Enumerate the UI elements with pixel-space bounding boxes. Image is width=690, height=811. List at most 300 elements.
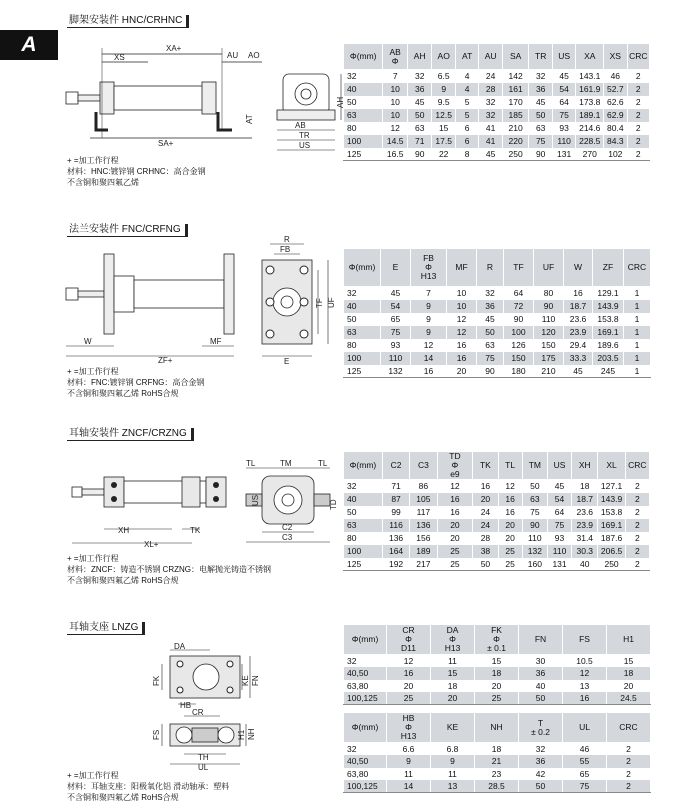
table-cell: 23.9 bbox=[564, 326, 593, 339]
table-cell: 2 bbox=[627, 148, 649, 161]
table-cell: 20 bbox=[473, 493, 498, 506]
table-cell: 32 bbox=[477, 287, 504, 300]
section-1-title: 脚架安装件 HNC/CRHNC bbox=[67, 15, 186, 28]
table-cell: 28.5 bbox=[475, 780, 519, 793]
table-cell: 25 bbox=[437, 558, 473, 571]
table-cell: 16 bbox=[437, 493, 473, 506]
table-cell: 132 bbox=[381, 365, 411, 378]
dim-h1: H1 bbox=[237, 729, 246, 740]
header-text: H13 bbox=[420, 271, 437, 281]
table-cell: 187.6 bbox=[598, 532, 625, 545]
hnc-spec-table bbox=[343, 43, 650, 161]
table-cell: 143.9 bbox=[598, 493, 625, 506]
dim-fn: FN bbox=[251, 675, 260, 686]
bore-size-cell: 50 bbox=[344, 313, 381, 326]
table-cell: 250 bbox=[598, 558, 625, 571]
column-header bbox=[502, 44, 529, 70]
column-header bbox=[519, 625, 563, 655]
table-cell: 18 bbox=[572, 480, 598, 493]
header-text: Φ(mm) bbox=[349, 51, 377, 61]
table-cell: 86 bbox=[410, 480, 437, 493]
header-text: AH bbox=[413, 51, 426, 61]
table-cell: 2 bbox=[625, 558, 649, 571]
header-text: MF bbox=[455, 262, 468, 272]
table-cell: 93 bbox=[552, 122, 575, 135]
column-header bbox=[473, 452, 498, 480]
bore-size-cell: 100 bbox=[344, 135, 383, 148]
table-cell: 116 bbox=[382, 519, 409, 532]
table-cell: 173.8 bbox=[576, 96, 604, 109]
table-cell: 28 bbox=[479, 83, 502, 96]
dim-au: AU bbox=[227, 51, 239, 60]
table-cell: 90 bbox=[534, 300, 564, 313]
table-cell: 16 bbox=[498, 506, 522, 519]
table-row bbox=[344, 780, 651, 793]
dim-da: DA bbox=[174, 642, 186, 651]
header-text: UL bbox=[579, 722, 590, 732]
table-row bbox=[344, 135, 650, 148]
table-cell: 75 bbox=[522, 506, 547, 519]
section-2-header bbox=[67, 224, 188, 237]
column-header bbox=[547, 452, 571, 480]
table-cell: 20 bbox=[437, 519, 473, 532]
bore-size-cell: 100 bbox=[344, 352, 381, 365]
column-header bbox=[624, 249, 651, 287]
table-cell: 210 bbox=[502, 122, 529, 135]
table-cell: 136 bbox=[382, 532, 409, 545]
table-cell: 2 bbox=[627, 83, 649, 96]
dim-ab: AB bbox=[295, 121, 306, 130]
bore-size-cell: 63 bbox=[344, 519, 383, 532]
column-header bbox=[447, 249, 477, 287]
note-line: 不含铜和聚四氟乙烯 RoHS合规 bbox=[67, 576, 179, 585]
header-text: Φ bbox=[391, 55, 399, 66]
table-cell: 25 bbox=[498, 558, 522, 571]
note-line: 不含铜和聚四氟乙烯 RoHS合规 bbox=[67, 793, 179, 802]
column-header bbox=[344, 452, 383, 480]
table-cell: 24.5 bbox=[607, 692, 651, 705]
column-header bbox=[625, 452, 649, 480]
table-cell: 72 bbox=[504, 300, 534, 313]
bore-size-cell: 63 bbox=[344, 109, 383, 122]
table-cell: 10 bbox=[447, 300, 477, 313]
header-text: AO bbox=[437, 51, 450, 61]
table-cell: 2 bbox=[627, 70, 649, 83]
dim-fb: FB bbox=[280, 245, 291, 254]
dim-us: US bbox=[251, 494, 260, 506]
column-header bbox=[563, 713, 607, 743]
column-header bbox=[627, 44, 649, 70]
table-cell: 7 bbox=[383, 70, 408, 83]
table-cell: 2 bbox=[607, 780, 651, 793]
table-cell: 10 bbox=[383, 109, 408, 122]
header-text: Φ(mm) bbox=[351, 722, 379, 732]
column-header bbox=[344, 249, 381, 287]
table-cell: 16 bbox=[387, 667, 431, 680]
table-cell: 75 bbox=[477, 352, 504, 365]
header-text: XH bbox=[578, 460, 591, 470]
table-cell: 16 bbox=[437, 506, 473, 519]
table-cell: 75 bbox=[552, 109, 575, 122]
table-cell: 6 bbox=[455, 135, 478, 148]
table-cell: 2 bbox=[627, 122, 649, 135]
table-row bbox=[344, 352, 651, 365]
bore-size-cell: 32 bbox=[344, 70, 383, 83]
table-cell: 129.1 bbox=[593, 287, 624, 300]
table-cell: 175 bbox=[534, 352, 564, 365]
table-cell: 12 bbox=[437, 480, 473, 493]
table-cell: 36 bbox=[519, 667, 563, 680]
table-cell: 41 bbox=[479, 135, 502, 148]
column-header bbox=[479, 44, 502, 70]
column-header bbox=[344, 625, 387, 655]
table-cell: 161 bbox=[502, 83, 529, 96]
table-cell: 10.5 bbox=[563, 655, 607, 668]
table-cell: 31.4 bbox=[572, 532, 598, 545]
dim-xl: XL+ bbox=[144, 540, 159, 549]
dim-at: AT bbox=[245, 114, 254, 124]
header-text: XA bbox=[584, 51, 596, 61]
table-cell: 217 bbox=[410, 558, 437, 571]
header-text: FB bbox=[423, 253, 434, 263]
table-cell: 9 bbox=[411, 326, 447, 339]
bore-size-cell: 32 bbox=[344, 480, 383, 493]
table-cell: 9 bbox=[411, 300, 447, 313]
table-cell: 1 bbox=[624, 326, 651, 339]
table-cell: 131 bbox=[552, 148, 575, 161]
table-cell: 2 bbox=[607, 755, 651, 768]
bore-size-cell: 32 bbox=[344, 287, 381, 300]
table-cell: 12 bbox=[498, 480, 522, 493]
table-row bbox=[344, 692, 651, 705]
table-cell: 45 bbox=[564, 365, 593, 378]
dim-tm: TM bbox=[280, 459, 292, 468]
bore-size-cell: 40 bbox=[344, 300, 381, 313]
table-cell: 1 bbox=[624, 313, 651, 326]
bore-size-cell: 63 bbox=[344, 326, 381, 339]
header-text: CRC bbox=[629, 51, 648, 61]
table-cell: 45 bbox=[552, 70, 575, 83]
table-cell: 20 bbox=[387, 680, 431, 693]
table-cell: 2 bbox=[625, 519, 649, 532]
table-cell: 10 bbox=[383, 96, 408, 109]
table-cell: 105 bbox=[410, 493, 437, 506]
bore-size-cell: 80 bbox=[344, 122, 383, 135]
column-header bbox=[522, 452, 547, 480]
table-cell: 20 bbox=[498, 532, 522, 545]
table-row bbox=[344, 480, 650, 493]
table-cell: 1 bbox=[624, 287, 651, 300]
table-cell: 25 bbox=[387, 692, 431, 705]
header-text: TF bbox=[513, 262, 524, 272]
header-text: H13 bbox=[400, 731, 417, 741]
header-text: R bbox=[486, 262, 494, 272]
table-cell: 164 bbox=[382, 545, 409, 558]
table-cell: 15 bbox=[432, 122, 455, 135]
table-cell: 64 bbox=[547, 506, 571, 519]
table-cell: 42 bbox=[519, 768, 563, 781]
dim-tr: TR bbox=[299, 131, 310, 140]
table-cell: 2 bbox=[607, 768, 651, 781]
dim-zf: ZF+ bbox=[158, 356, 173, 364]
table-cell: 46 bbox=[563, 743, 607, 756]
bore-size-cell: 100,125 bbox=[344, 780, 387, 793]
column-header bbox=[437, 452, 473, 480]
table-cell: 62.6 bbox=[604, 96, 627, 109]
dim-nh: NH bbox=[247, 728, 256, 740]
dim-fk: FK bbox=[152, 675, 161, 686]
table-cell: 15 bbox=[607, 655, 651, 668]
header-text: CRC bbox=[619, 722, 638, 732]
column-header bbox=[431, 713, 475, 743]
note-line: + =加工作行程 bbox=[67, 771, 119, 780]
fnc-spec-table bbox=[343, 248, 651, 378]
header-text: XS bbox=[609, 51, 621, 61]
table-cell: 65 bbox=[563, 768, 607, 781]
table-cell: 18.7 bbox=[572, 493, 598, 506]
table-cell: 2 bbox=[625, 480, 649, 493]
table-cell: 16 bbox=[447, 352, 477, 365]
table-cell: 189 bbox=[410, 545, 437, 558]
header-text: AU bbox=[484, 51, 497, 61]
table-row bbox=[344, 148, 650, 161]
table-cell: 127.1 bbox=[598, 480, 625, 493]
table-cell: 45 bbox=[479, 148, 502, 161]
table-cell: 16 bbox=[447, 339, 477, 352]
table-cell: 6.6 bbox=[387, 743, 431, 756]
table-row bbox=[344, 287, 651, 300]
table-cell: 210 bbox=[534, 365, 564, 378]
table-cell: 99 bbox=[382, 506, 409, 519]
lnzg-top-drawing bbox=[150, 642, 260, 708]
table-cell: 32 bbox=[479, 109, 502, 122]
table-cell: 90 bbox=[504, 313, 534, 326]
dim-sa: SA+ bbox=[158, 139, 174, 148]
table-cell: 36 bbox=[519, 755, 563, 768]
header-text: Φ bbox=[425, 262, 432, 272]
dim-w: W bbox=[84, 337, 92, 346]
header-text: Φ(mm) bbox=[351, 634, 379, 644]
table-cell: 50 bbox=[522, 480, 547, 493]
table-cell: 75 bbox=[529, 135, 552, 148]
table-cell: 270 bbox=[576, 148, 604, 161]
header-text: C3 bbox=[417, 460, 429, 470]
header-text: H13 bbox=[444, 643, 461, 653]
table-cell: 20 bbox=[498, 519, 522, 532]
table-row bbox=[344, 506, 650, 519]
table-cell: 63 bbox=[529, 122, 552, 135]
table-cell: 45 bbox=[381, 287, 411, 300]
table-cell: 170 bbox=[502, 96, 529, 109]
page-section-badge: A bbox=[0, 30, 58, 60]
table-cell: 45 bbox=[477, 313, 504, 326]
column-header bbox=[607, 625, 651, 655]
table-cell: 5 bbox=[455, 96, 478, 109]
note-line: 不含铜和聚四氟乙烯 bbox=[67, 178, 139, 187]
table-cell: 84.3 bbox=[604, 135, 627, 148]
table-row bbox=[344, 326, 651, 339]
table-cell: 46 bbox=[604, 70, 627, 83]
table-cell: 13 bbox=[563, 680, 607, 693]
table-cell: 20 bbox=[475, 680, 519, 693]
table-cell: 17.5 bbox=[432, 135, 455, 148]
dim-ke: KE bbox=[241, 675, 250, 686]
dim-uf: UF bbox=[327, 297, 336, 308]
table-cell: 110 bbox=[552, 135, 575, 148]
table-cell: 189.1 bbox=[576, 109, 604, 122]
bore-size-cell: 40,50 bbox=[344, 755, 387, 768]
table-cell: 11 bbox=[431, 768, 475, 781]
note-line: + =加工作行程 bbox=[67, 554, 119, 563]
bore-size-cell: 32 bbox=[344, 655, 387, 668]
table-cell: 24 bbox=[479, 70, 502, 83]
table-row bbox=[344, 680, 651, 693]
column-header bbox=[607, 713, 651, 743]
column-header bbox=[552, 44, 575, 70]
table-cell: 25 bbox=[475, 692, 519, 705]
column-header bbox=[593, 249, 624, 287]
table-cell: 24 bbox=[473, 506, 498, 519]
header-text: Φ(mm) bbox=[349, 460, 377, 470]
table-cell: 45 bbox=[529, 96, 552, 109]
header-text: SA bbox=[509, 51, 522, 61]
header-text: Φ(mm) bbox=[348, 262, 376, 272]
header-text: H1 bbox=[623, 634, 634, 644]
table-cell: 169.1 bbox=[598, 519, 625, 532]
header-text: TR bbox=[535, 51, 547, 61]
table-cell: 32 bbox=[407, 70, 432, 83]
table-cell: 245 bbox=[593, 365, 624, 378]
table-cell: 16 bbox=[473, 480, 498, 493]
table-row bbox=[344, 109, 650, 122]
table-row bbox=[344, 768, 651, 781]
header-text: CR bbox=[402, 625, 415, 635]
section-3-header bbox=[67, 428, 194, 441]
table-cell: 13 bbox=[431, 780, 475, 793]
column-header bbox=[407, 44, 432, 70]
lnzg-spec-table bbox=[343, 624, 651, 705]
table-cell: 14 bbox=[387, 780, 431, 793]
table-cell: 23 bbox=[475, 768, 519, 781]
column-header bbox=[564, 249, 593, 287]
table-cell: 32 bbox=[519, 743, 563, 756]
bore-size-cell: 125 bbox=[344, 365, 381, 378]
table-cell: 126 bbox=[504, 339, 534, 352]
table-row bbox=[344, 755, 651, 768]
table-cell: 11 bbox=[387, 768, 431, 781]
dim-xh: XH bbox=[118, 526, 130, 535]
section-3-notes bbox=[67, 553, 271, 586]
table-cell: 206.5 bbox=[598, 545, 625, 558]
header-text: FK bbox=[491, 625, 502, 635]
header-text: ZF bbox=[602, 262, 614, 272]
header-text: TM bbox=[528, 460, 541, 470]
table-cell: 12 bbox=[383, 122, 408, 135]
dim-tl-left: TL bbox=[246, 459, 256, 468]
column-header bbox=[410, 452, 437, 480]
table-row bbox=[344, 96, 650, 109]
table-cell: 16 bbox=[564, 287, 593, 300]
dim-fs: FS bbox=[152, 729, 161, 740]
bore-size-cell: 125 bbox=[344, 558, 383, 571]
table-cell: 50 bbox=[477, 326, 504, 339]
table-cell: 36 bbox=[477, 300, 504, 313]
table-cell: 150 bbox=[534, 339, 564, 352]
zncf-spec-table bbox=[343, 451, 650, 571]
table-cell: 136 bbox=[410, 519, 437, 532]
table-cell: 54 bbox=[547, 493, 571, 506]
table-cell: 9.5 bbox=[432, 96, 455, 109]
table-cell: 185 bbox=[502, 109, 529, 122]
section-3-title: 耳轴安装件 ZNCF/CRZNG bbox=[67, 428, 191, 441]
table-cell: 50 bbox=[519, 780, 563, 793]
table-cell: 1 bbox=[624, 339, 651, 352]
table-row bbox=[344, 83, 650, 96]
table-cell: 143.1 bbox=[576, 70, 604, 83]
column-header bbox=[576, 44, 604, 70]
table-cell: 9 bbox=[432, 83, 455, 96]
table-cell: 75 bbox=[381, 326, 411, 339]
table-row bbox=[344, 667, 651, 680]
table-cell: 16 bbox=[563, 692, 607, 705]
table-cell: 203.5 bbox=[593, 352, 624, 365]
dim-xs: XS bbox=[114, 53, 125, 62]
header-text: W bbox=[573, 262, 583, 272]
dim-cr: CR bbox=[192, 708, 204, 717]
table-cell: 36 bbox=[529, 83, 552, 96]
header-text: AT bbox=[462, 51, 473, 61]
table-cell: 250 bbox=[502, 148, 529, 161]
bore-size-cell: 50 bbox=[344, 96, 383, 109]
table-cell: 71 bbox=[382, 480, 409, 493]
zncf-side-drawing bbox=[62, 465, 242, 549]
table-row bbox=[344, 313, 651, 326]
column-header bbox=[431, 625, 475, 655]
column-header bbox=[604, 44, 627, 70]
dim-ul: UL bbox=[198, 763, 209, 770]
table-cell: 132 bbox=[522, 545, 547, 558]
dim-th: TH bbox=[198, 753, 209, 762]
bore-size-cell: 40,50 bbox=[344, 667, 387, 680]
table-cell: 36 bbox=[407, 83, 432, 96]
table-cell: 2 bbox=[625, 532, 649, 545]
table-cell: 7 bbox=[411, 287, 447, 300]
table-cell: 161.9 bbox=[576, 83, 604, 96]
table-cell: 71 bbox=[407, 135, 432, 148]
table-cell: 32 bbox=[529, 70, 552, 83]
header-text: DA bbox=[446, 625, 459, 635]
table-cell: 18 bbox=[475, 667, 519, 680]
column-header bbox=[411, 249, 447, 287]
table-cell: 14 bbox=[411, 352, 447, 365]
table-cell: 30 bbox=[519, 655, 563, 668]
table-cell: 2 bbox=[625, 493, 649, 506]
table-row bbox=[344, 655, 651, 668]
header-text: Φ bbox=[449, 634, 456, 644]
column-header bbox=[477, 249, 504, 287]
table-cell: 75 bbox=[547, 519, 571, 532]
column-header bbox=[475, 713, 519, 743]
table-cell: 33.3 bbox=[564, 352, 593, 365]
note-line: 材料：耳轴支座：阳极氧化铝 滑动轴承：塑料 bbox=[67, 782, 230, 791]
fnc-end-drawing bbox=[252, 236, 338, 366]
table-cell: 25 bbox=[437, 545, 473, 558]
header-text: TL bbox=[505, 460, 516, 470]
table-cell: 80 bbox=[534, 287, 564, 300]
header-text: TK bbox=[479, 460, 491, 470]
table-cell: 2 bbox=[607, 743, 651, 756]
bore-size-cell: 50 bbox=[344, 506, 383, 519]
